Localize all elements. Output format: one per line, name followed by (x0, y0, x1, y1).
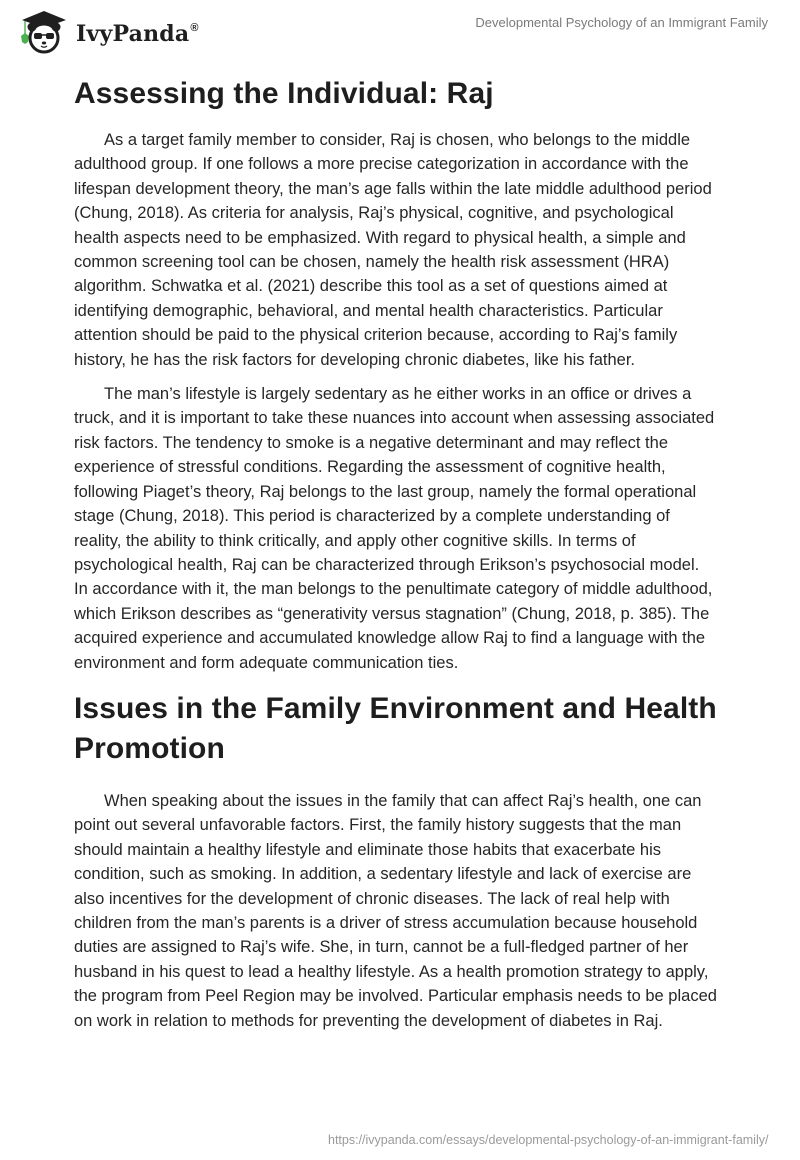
text-line: identifying demographic, behavioral, and mental health characteristics. Particular (74, 301, 663, 320)
text-line: algorithm. Schwatka et al. (2021) describe this tool as a set of questions aimed at (74, 277, 668, 296)
text-line: following Piaget’s theory, Raj belongs to the last group, namely the formal operational (74, 482, 697, 501)
panda-graduate-icon (14, 6, 72, 56)
text-line: health aspects need to be emphasized. With regard to physical health, a simple and (74, 228, 686, 247)
text-line: psychological health, Raj can be characterized through Erikson’s psychosocial model. (74, 555, 700, 574)
text-line: children from the man’s parents is a driver of stress accumulation because household (74, 913, 698, 932)
text-line: the program from Peel Region may be involved. Particular emphasis needs to be placed (74, 987, 717, 1006)
text-line: experience of stressful conditions. Regarding the assessment of cognitive health, (74, 458, 666, 477)
text-line: environment and form adequate communication ties. (74, 653, 459, 672)
text-line: husband in his quest to lead a healthy lifestyle. As a health promotion strategy to apply, (74, 962, 709, 981)
paragraph (74, 128, 754, 372)
brand-name: IvyPanda® (76, 21, 199, 47)
text-line: also incentives for the development of chronic diseases. The lack of real help with (74, 889, 670, 908)
text-line: common screening tool can be chosen, namely the health risk assessment (HRA) (74, 253, 670, 272)
text-line: As a target family member to consider, Raj is chosen, who belongs to the middle (104, 131, 691, 149)
paragraph (74, 382, 754, 675)
document-title: Developmental Psychology of an Immigrant Family (475, 15, 768, 30)
text-line: The man’s lifestyle is largely sedentary as he either works in an office or drives a (104, 385, 692, 404)
essay-content (74, 70, 754, 1033)
registered-mark: ® (190, 21, 199, 34)
text-line: stage (Chung, 2018). This period is characterized by a complete understanding of (74, 507, 670, 526)
text-line: acquired experience and accumulated knowledge allow Raj to find a language with the (74, 629, 706, 648)
text-line: reality, the ability to think critically, and apply other cognitive skills. In terms of (74, 531, 636, 550)
section-heading-family-issues (74, 689, 754, 769)
ivypanda-logo[interactable] (14, 6, 199, 56)
text-line: truck, and it is important to take these nuances into account when assessing associated (74, 409, 715, 428)
heading-line: Issues in the Family Environment and Health (74, 691, 717, 725)
text-line: adulthood group. If one follows a more precise categorization in accordance with the (74, 155, 689, 174)
text-line: condition, such as smoking. In addition, a sedentary lifestyle and lack of exercise are (74, 865, 692, 884)
text-line: When speaking about the issues in the family that can affect Raj’s health, one can (104, 791, 702, 810)
text-line: history, he has the risk factors for developing chronic diabetes, like his father. (74, 350, 635, 369)
paragraph (74, 789, 754, 1033)
section-heading-assessing-raj: Assessing the Individual: Raj (74, 77, 494, 110)
text-line: on work in relation to methods for preventing the development of diabetes in Raj. (74, 1011, 663, 1030)
text-line: point out several unfavorable factors. First, the family history suggests that the man (74, 816, 682, 835)
heading-line: Promotion (74, 731, 225, 765)
source-url-link[interactable]: https://ivypanda.com/essays/developmental-psychology-of-an-immigrant-family/ (328, 1133, 769, 1147)
text-line: risk factors. The tendency to smoke is a negative determinant and may reflect the (74, 433, 668, 452)
text-line: lifespan development theory, the man’s age falls within the late middle adulthood period (74, 179, 712, 198)
text-line: (Chung, 2018). As criteria for analysis, Raj’s physical, cognitive, and psychological (74, 204, 674, 223)
text-line: attention should be paid to the physical criterion because, according to Raj’s family (74, 326, 678, 345)
text-line: should maintain a healthy lifestyle and eliminate those habits that exacerbate his (74, 840, 662, 859)
text-line: which Erikson describes as “generativity versus stagnation” (Chung, 2018, p. 385). The (74, 604, 710, 623)
text-line: duties are assigned to Raj’s wife. She, in turn, cannot be a full-fledged partner of her (74, 938, 689, 957)
text-line: In accordance with it, the man belongs to the penultimate category of middle adulthood, (74, 580, 713, 599)
page-header (0, 0, 800, 60)
